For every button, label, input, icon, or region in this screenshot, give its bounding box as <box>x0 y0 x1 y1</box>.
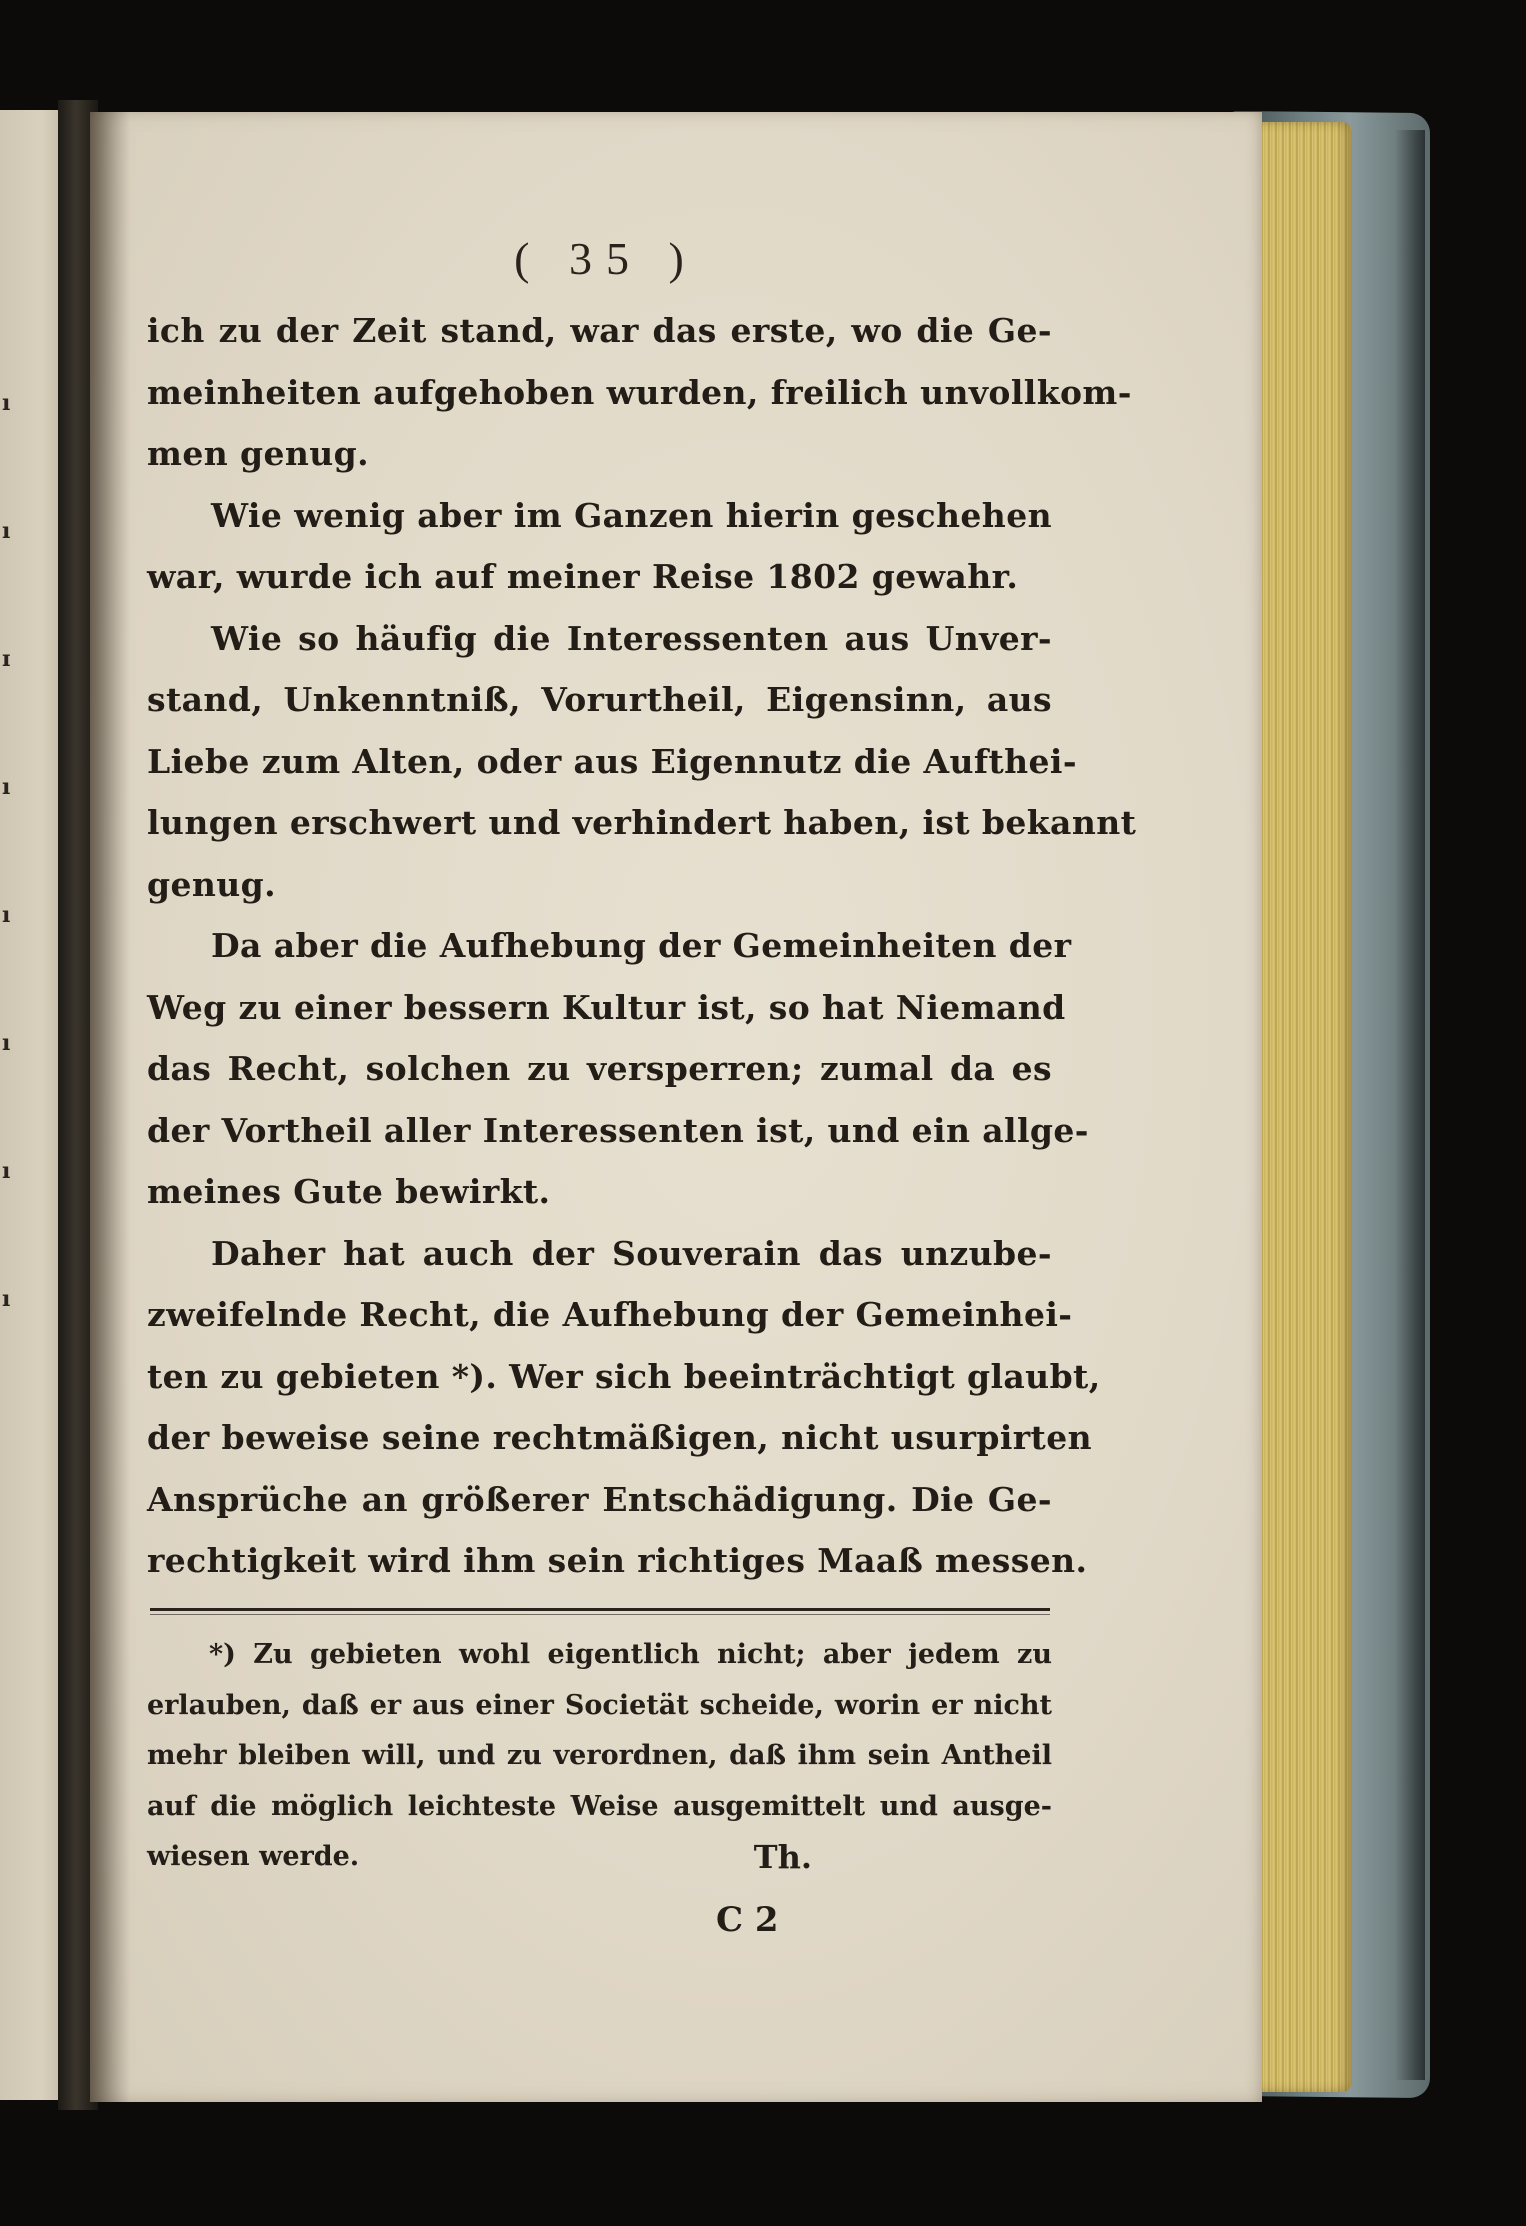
footnote-rule-thin <box>150 1614 1050 1615</box>
text-line: ich zu der Zeit stand, war das erste, wo die Ge- <box>147 311 1052 350</box>
text-line: Liebe zum Alten, oder aus Eigennutz die Aufthei- <box>147 741 1077 781</box>
footnote-last-row <box>147 1832 1052 1883</box>
text-line: der Vortheil aller Interessenten ist, und ein allge- <box>147 1110 1089 1150</box>
text-line: meines Gute bewirkt. <box>147 1172 551 1211</box>
footnote-line: wiesen werde. <box>147 1841 360 1872</box>
footnote-line: erlauben, daß er aus einer Societät scheide, worin er nicht <box>147 1689 1052 1721</box>
text-line: Da aber die Aufhebung der Gemeinheiten der <box>211 926 1072 965</box>
page-fold-shadow <box>90 112 130 2102</box>
text-line: Daher hat auch der Souverain das unzube- <box>211 1233 1052 1273</box>
footnote-signature: Th. <box>753 1838 812 1876</box>
footnote <box>147 1630 1052 1883</box>
text-line: ten zu gebieten *). Wer sich beeinträchtigt glaubt, <box>147 1356 1101 1396</box>
gilt-page-edges <box>1250 122 1352 2092</box>
footnote-line: *) Zu gebieten wohl eigentlich nicht; aber jedem zu <box>209 1639 1052 1670</box>
footnote-rule <box>150 1608 1050 1611</box>
main-text <box>147 300 1137 1592</box>
text-line: war, wurde ich auf meiner Reise 1802 gewahr. <box>147 557 1019 596</box>
previous-page-marks: ı ı ɪ ı ı ı ı ı <box>2 390 11 1312</box>
cover-shadow <box>1395 130 1425 2080</box>
page-number-header: ( 35 ) <box>514 233 698 284</box>
text-line: genug. <box>147 864 277 904</box>
text-line: das Recht, solchen zu versperren; zumal da es <box>147 1049 1052 1088</box>
text-line: stand, Unkenntniß, Vorurtheil, Eigensinn, aus <box>147 680 1052 719</box>
text-line: rechtigkeit wird ihm sein richtiges Maaß messen. <box>147 1541 1088 1580</box>
text-line: Wie so häufig die Interessenten aus Unver- <box>211 618 1052 658</box>
text-line: Weg zu einer bessern Kultur ist, so hat Niemand <box>147 987 1066 1027</box>
text-line: men genug. <box>147 434 370 473</box>
text-line: meinheiten aufgehoben wurden, freilich unvollkom- <box>147 372 1132 412</box>
text-line: Wie wenig aber im Ganzen hierin geschehen <box>211 495 1052 535</box>
footnote-line: mehr bleiben will, und zu verordnen, daß ihm sein Antheil <box>147 1740 1052 1771</box>
signature-mark: C 2 <box>716 1900 779 1940</box>
text-line: der beweise seine rechtmäßigen, nicht usurpirten <box>147 1418 1092 1457</box>
text-line: zweifelnde Recht, die Aufhebung der Gemeinhei- <box>147 1295 1073 1334</box>
text-line: Ansprüche an größerer Entschädigung. Die Ge- <box>147 1479 1052 1519</box>
text-line: lungen erschwert und verhindert haben, ist bekannt <box>147 803 1137 842</box>
footnote-line: auf die möglich leichteste Weise ausgemittelt und ausge- <box>147 1790 1052 1822</box>
